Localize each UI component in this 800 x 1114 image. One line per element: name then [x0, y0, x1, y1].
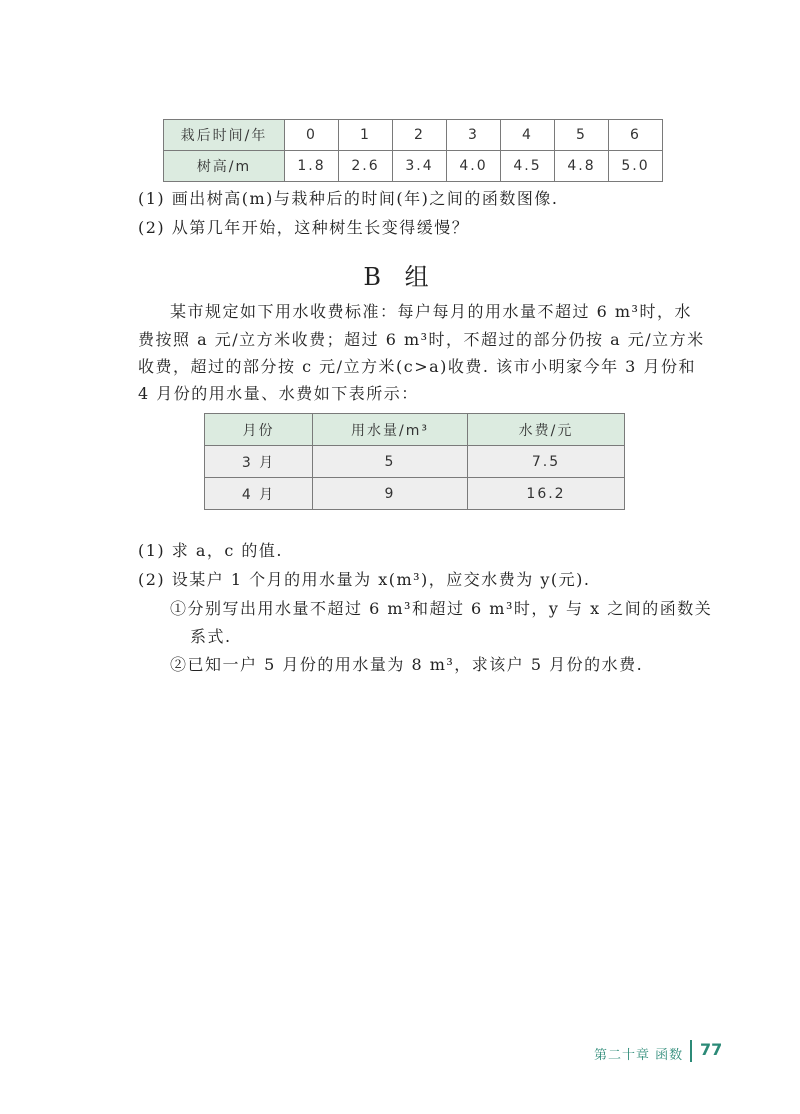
question-b1: (1) 求 a，c 的值.	[138, 541, 284, 560]
table-row	[164, 120, 663, 151]
table-row	[205, 446, 625, 478]
table-row	[205, 478, 625, 510]
section-title: B 组	[363, 263, 437, 291]
table-cell: 5	[313, 446, 468, 478]
table-cell: 5	[555, 120, 609, 151]
table-cell: 4 月	[205, 478, 313, 510]
row-header-height: 树高/m	[164, 151, 285, 182]
question-a1: (1) 画出树高(m)与栽种后的时间(年)之间的函数图像.	[138, 189, 559, 208]
column-header-month: 月份	[205, 414, 313, 446]
problem-line-1: 某市规定如下用水收费标准：每户每月的用水量不超过 6 m³时，水	[170, 302, 692, 321]
column-header-usage: 用水量/m³	[313, 414, 468, 446]
table-cell: 2	[393, 120, 447, 151]
table-cell: 2.6	[339, 151, 393, 182]
sub-question-1-cont: 系式.	[190, 627, 232, 646]
table-cell: 5.0	[609, 151, 663, 182]
table-cell: 0	[285, 120, 339, 151]
footer-divider	[690, 1040, 692, 1062]
table-row	[164, 151, 663, 182]
table-cell: 3	[447, 120, 501, 151]
table-cell: 9	[313, 478, 468, 510]
water-fee-table	[204, 413, 625, 510]
sub-question-1: ①分别写出用水量不超过 6 m³和超过 6 m³时，y 与 x 之间的函数关	[170, 599, 713, 618]
table-cell: 4.5	[501, 151, 555, 182]
table-cell: 1	[339, 120, 393, 151]
column-header-fee: 水费/元	[468, 414, 625, 446]
tree-height-table	[163, 119, 663, 182]
footer-chapter: 第二十章 函数	[594, 1048, 684, 1063]
table-cell: 1.8	[285, 151, 339, 182]
table-header-row	[205, 414, 625, 446]
problem-line-3: 收费，超过的部分按 c 元/立方米(c>a)收费. 该市小明家今年 3 月份和	[138, 357, 696, 376]
table-cell: 4.0	[447, 151, 501, 182]
table-cell: 6	[609, 120, 663, 151]
table-cell: 4.8	[555, 151, 609, 182]
table-cell: 16.2	[468, 478, 625, 510]
table-cell: 3 月	[205, 446, 313, 478]
table-cell: 7.5	[468, 446, 625, 478]
page-number: 77	[700, 1040, 723, 1059]
table-cell: 3.4	[393, 151, 447, 182]
question-a2: (2) 从第几年开始，这种树生长变得缓慢？	[138, 218, 470, 237]
problem-line-4: 4 月份的用水量、水费如下表所示：	[138, 384, 419, 403]
problem-line-2: 费按照 a 元/立方米收费；超过 6 m³时，不超过的部分仍按 a 元/立方米	[138, 330, 705, 349]
row-header-time: 栽后时间/年	[164, 120, 285, 151]
sub-question-2: ②已知一户 5 月份的用水量为 8 m³，求该户 5 月份的水费.	[170, 655, 644, 674]
table-cell: 4	[501, 120, 555, 151]
question-b2: (2) 设某户 1 个月的用水量为 x(m³)，应交水费为 y(元).	[138, 570, 591, 589]
